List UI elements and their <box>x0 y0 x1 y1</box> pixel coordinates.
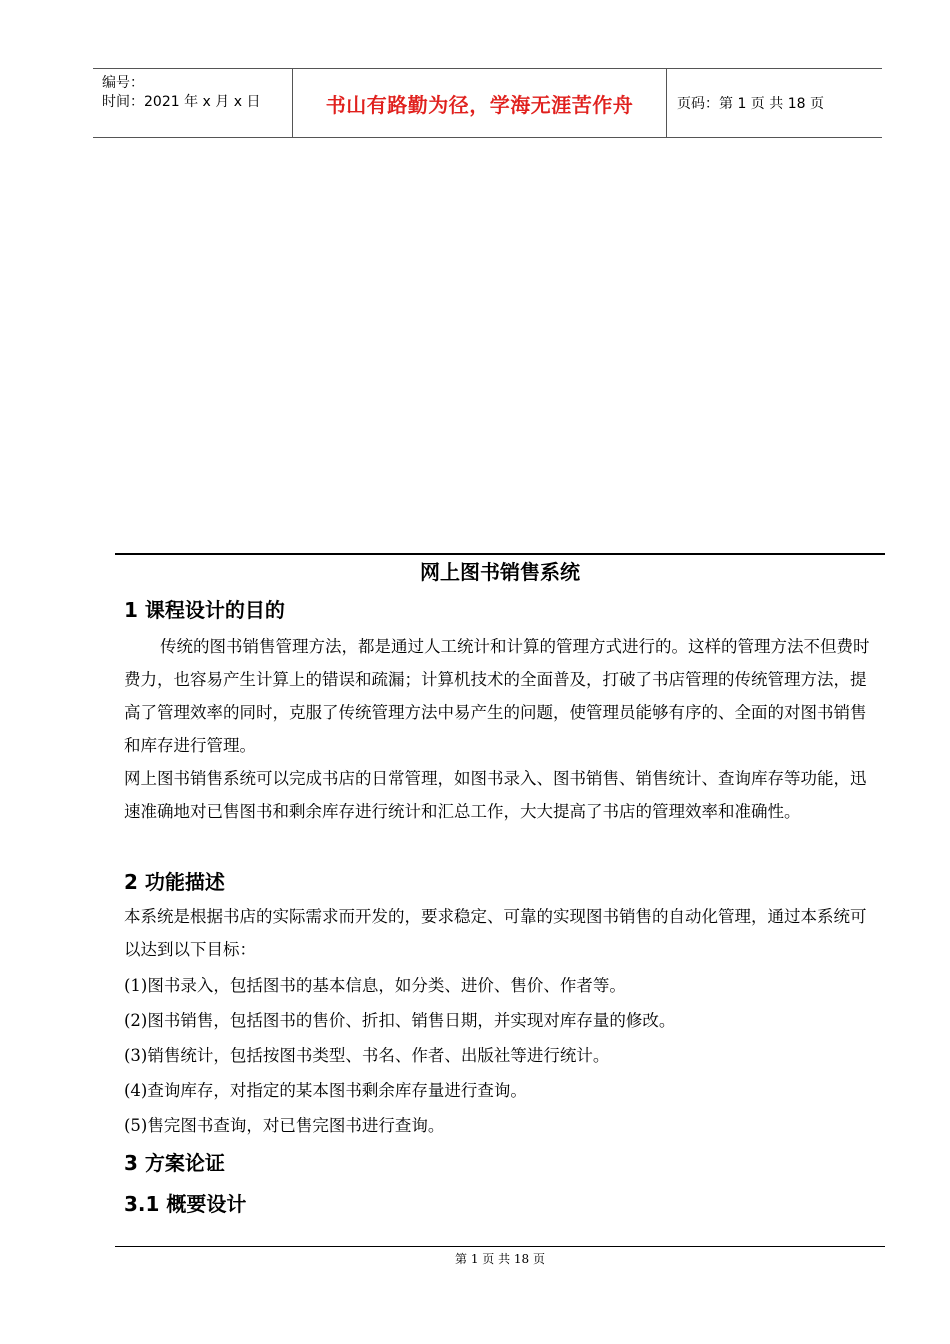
footer-rule <box>115 1246 885 1247</box>
time-label: 时间：2021 年 x 月 x 日 <box>102 94 261 110</box>
header-left-cell <box>93 69 293 137</box>
document-title: 网上图书销售系统 <box>420 560 580 584</box>
footer-page-number: 第 1 页 共 18 页 <box>455 1252 545 1266</box>
section-2-heading: 2 功能描述 <box>124 870 225 894</box>
header-table <box>93 68 882 138</box>
list-item: (2)图书销售，包括图书的售价、折扣、销售日期，并实现对库存量的修改。 <box>124 1011 676 1030</box>
section-3-1-heading: 3.1 概要设计 <box>124 1192 247 1216</box>
list-item: (1)图书录入，包括图书的基本信息，如分类、进价、售价、作者等。 <box>124 976 626 995</box>
motto-text: 书山有路勤为径，学海无涯苦作舟 <box>325 92 634 117</box>
section-1-heading: 1 课程设计的目的 <box>124 598 285 622</box>
header-page-cell <box>667 69 882 137</box>
page-info: 页码：第 1 页 共 18 页 <box>677 96 824 112</box>
list-item: (4)查询库存，对指定的某本图书剩余库存量进行查询。 <box>124 1081 527 1100</box>
title-rule <box>115 553 885 555</box>
list-item: (3)销售统计，包括按图书类型、书名、作者、出版社等进行统计。 <box>124 1046 610 1065</box>
section-1-paragraph-2: 网上图书销售系统可以完成书店的日常管理，如图书录入、图书销售、销售统计、查询库存等功能，迅速准确地对已售图书和剩余库存进行统计和汇总工作，大大提高了书店的管理效率和准确性。 <box>124 769 867 821</box>
section-2-paragraph-1: 本系统是根据书店的实际需求而开发的，要求稳定、可靠的实现图书销售的自动化管理，通过本系统可以达到以下目标： <box>124 907 867 959</box>
section-3-heading: 3 方案论证 <box>124 1151 225 1175</box>
section-1-paragraph-1: 传统的图书销售管理方法，都是通过人工统计和计算的管理方式进行的。这样的管理方法不但费时费力，也容易产生计算上的错误和疏漏；计算机技术的全面普及，打破了书店管理的传统管理方法，提高了管理效率的同时，克服了传统管理方法中易产生的问题，使管理员能够有序的、全面的对图书销售和库存进行管理。 <box>124 637 870 755</box>
list-item: (5)售完图书查询，对已售完图书进行查询。 <box>124 1116 445 1135</box>
header-motto-cell <box>293 69 667 137</box>
number-label: 编号： <box>102 75 144 91</box>
